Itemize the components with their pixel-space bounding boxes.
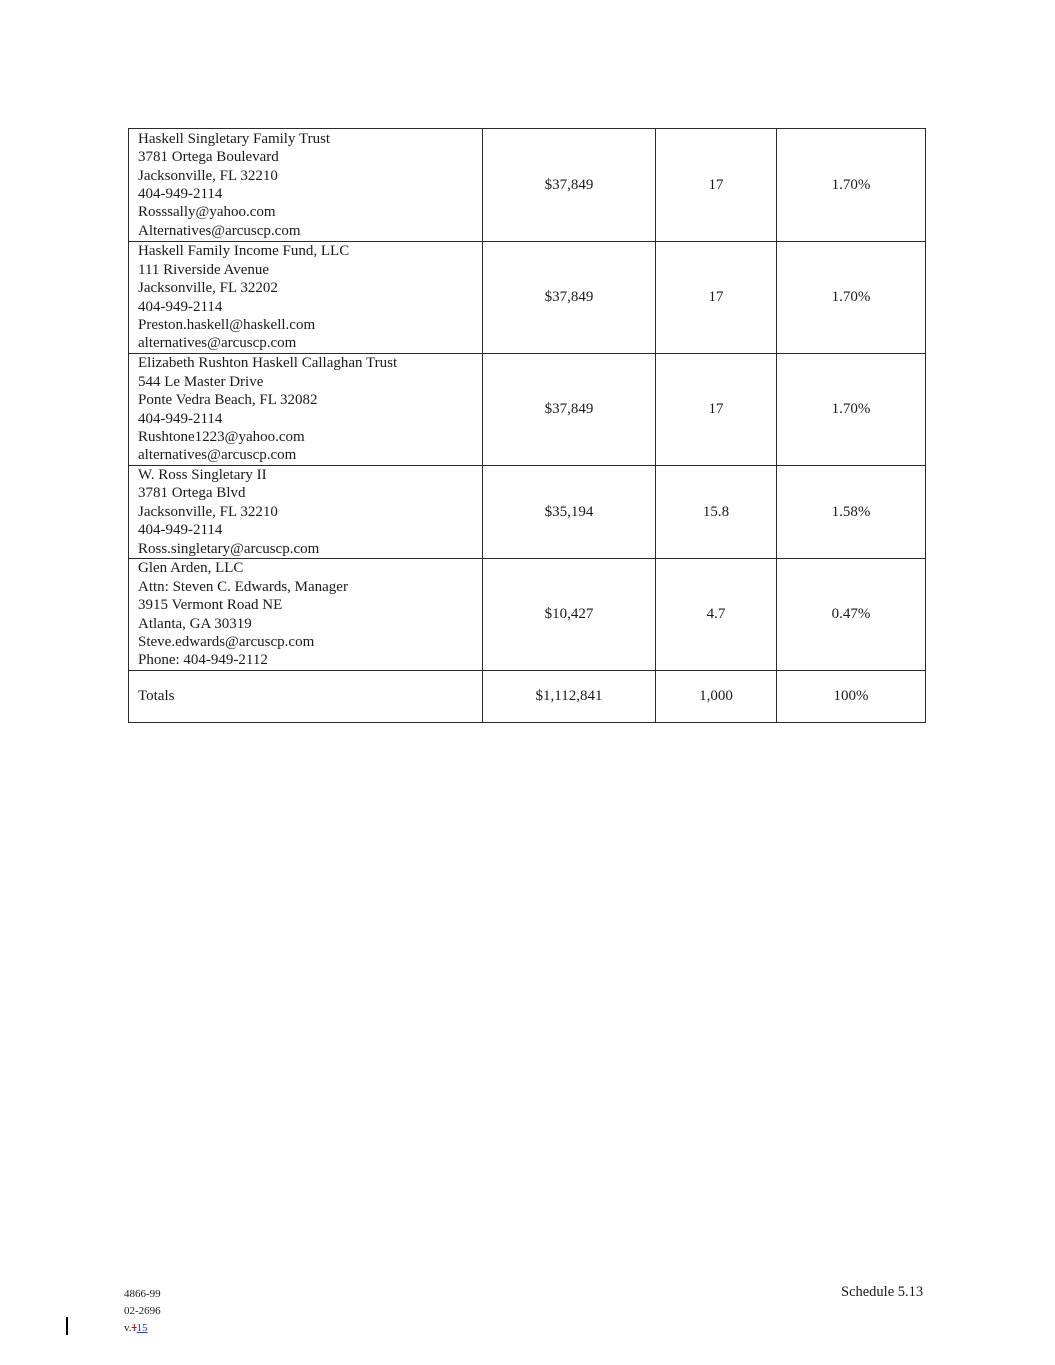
member-email-alt: Alternatives@arcuscp.com bbox=[138, 222, 301, 239]
member-city: Atlanta, GA 30319 bbox=[138, 615, 252, 632]
units-cell: 17 bbox=[656, 354, 777, 466]
member-name: W. Ross Singletary II bbox=[138, 467, 267, 483]
units-cell: 15.8 bbox=[656, 466, 777, 559]
member-city: Jacksonville, FL 32210 bbox=[138, 167, 278, 184]
contribution-cell: $37,849 bbox=[483, 129, 656, 242]
units-cell: 17 bbox=[656, 242, 777, 354]
total-percentage: 100% bbox=[777, 671, 926, 723]
percentage-cell: 0.47% bbox=[777, 559, 926, 671]
member-phone: 404-949-2114 bbox=[138, 522, 223, 539]
version-inserted: 15 bbox=[136, 1322, 148, 1334]
member-email: Ross.singletary@arcuscp.com bbox=[138, 540, 320, 557]
units-cell: 17 bbox=[656, 129, 777, 242]
schedule-label: Schedule 5.13 bbox=[841, 1284, 924, 1300]
member-street: 111 Riverside Avenue bbox=[138, 261, 270, 278]
contribution-cell: $37,849 bbox=[483, 354, 656, 466]
member-schedule-table bbox=[128, 128, 926, 723]
table-row bbox=[129, 466, 926, 559]
totals-row bbox=[129, 671, 926, 723]
member-city: Jacksonville, FL 32210 bbox=[138, 503, 278, 520]
member-email-alt: alternatives@arcuscp.com bbox=[138, 335, 297, 352]
doc-suffix: 02-2696 bbox=[124, 1305, 161, 1317]
member-city: Ponte Vedra Beach, FL 32082 bbox=[138, 392, 318, 409]
table-row bbox=[129, 242, 926, 354]
percentage-cell: 1.58% bbox=[777, 466, 926, 559]
member-info-cell bbox=[129, 129, 483, 242]
member-phone: 404-949-2114 bbox=[138, 186, 223, 202]
member-email-alt: alternatives@arcuscp.com bbox=[138, 447, 297, 464]
table-row bbox=[129, 354, 926, 466]
contribution-cell: $37,849 bbox=[483, 242, 656, 354]
units-cell: 4.7 bbox=[656, 559, 777, 671]
member-street: 544 Le Master Drive bbox=[138, 373, 264, 390]
member-phone: 404-949-2114 bbox=[138, 410, 223, 427]
member-street: 3781 Ortega Boulevard bbox=[138, 149, 279, 166]
member-phone: 404-949-2114 bbox=[138, 298, 223, 315]
member-email: Preston.haskell@haskell.com bbox=[138, 316, 316, 333]
table-row bbox=[129, 559, 926, 671]
revision-change-bar bbox=[66, 1317, 68, 1335]
total-contribution: $1,112,841 bbox=[483, 671, 656, 723]
version-deleted: 1 bbox=[131, 1322, 137, 1334]
member-name: Glen Arden, LLC bbox=[138, 560, 244, 577]
member-info-cell bbox=[129, 466, 483, 559]
member-info-cell bbox=[129, 354, 483, 466]
member-info-cell bbox=[129, 242, 483, 354]
member-street: 3915 Vermont Road NE bbox=[138, 597, 283, 614]
percentage-cell: 1.70% bbox=[777, 354, 926, 466]
contribution-cell: $10,427 bbox=[483, 559, 656, 671]
table-row bbox=[129, 129, 926, 242]
member-phone: Phone: 404-949-2112 bbox=[138, 652, 268, 669]
member-name: Haskell Singletary Family Trust bbox=[138, 130, 331, 147]
member-attention: Attn: Steven C. Edwards, Manager bbox=[138, 578, 348, 595]
member-city: Jacksonville, FL 32202 bbox=[138, 280, 278, 297]
member-info-cell bbox=[129, 559, 483, 671]
total-units: 1,000 bbox=[656, 671, 777, 723]
percentage-cell: 1.70% bbox=[777, 129, 926, 242]
member-name: Elizabeth Rushton Haskell Callaghan Trust bbox=[138, 355, 398, 372]
version-line bbox=[124, 1320, 161, 1337]
doc-number: 4866-99 bbox=[124, 1288, 161, 1300]
member-name: Haskell Family Income Fund, LLC bbox=[138, 243, 350, 260]
percentage-cell: 1.70% bbox=[777, 242, 926, 354]
version-prefix: v. bbox=[124, 1322, 132, 1334]
member-email: Rushtone1223@yahoo.com bbox=[138, 428, 305, 445]
contribution-cell: $35,194 bbox=[483, 466, 656, 559]
member-email: Steve.edwards@arcuscp.com bbox=[138, 633, 315, 650]
document-id-footer bbox=[124, 1286, 161, 1337]
member-street: 3781 Ortega Blvd bbox=[138, 485, 246, 502]
member-email: Rosssally@yahoo.com bbox=[138, 204, 276, 221]
totals-label: Totals bbox=[129, 671, 483, 723]
